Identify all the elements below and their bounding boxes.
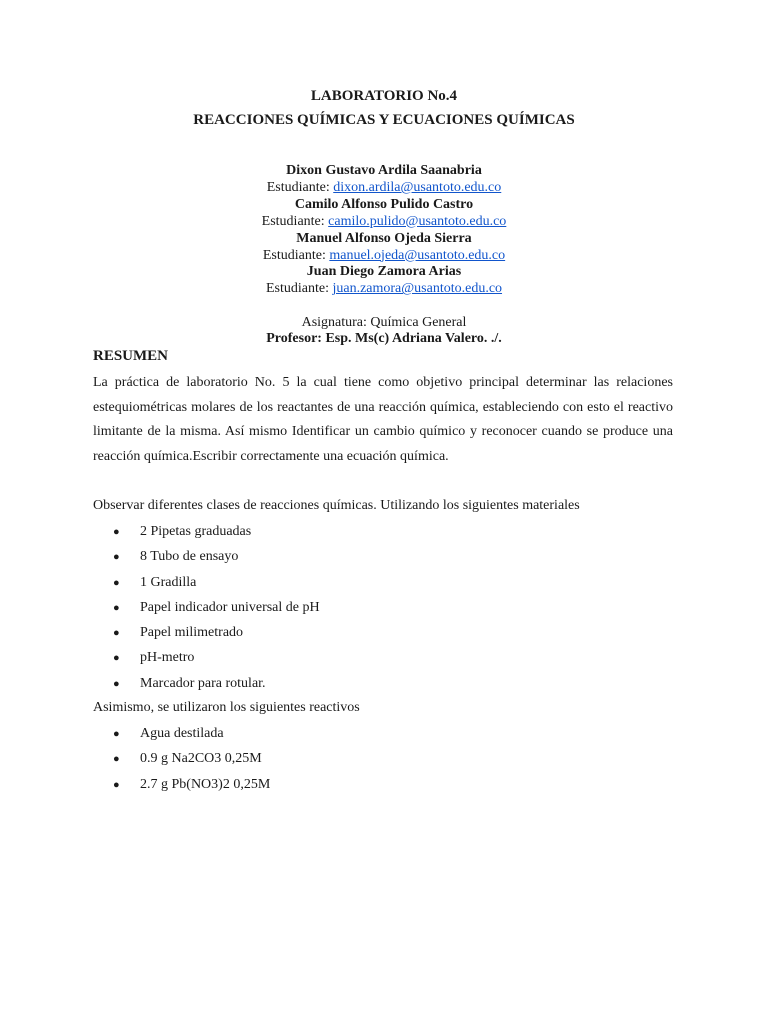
main-title: REACCIONES QUÍMICAS Y ECUACIONES QUÍMICAS [193, 112, 575, 128]
bullet-icon: ● [113, 778, 120, 791]
section-heading: RESUMEN [93, 348, 169, 364]
list-item [113, 746, 270, 771]
bullet-icon: ● [113, 627, 120, 640]
list-item-text: 8 Tubo de ensayo [140, 549, 239, 565]
reagents-list [113, 721, 270, 797]
list-item [113, 645, 320, 670]
list-item [113, 519, 320, 544]
bullet-icon: ● [113, 576, 120, 589]
author-name: Manuel Alfonso Ojeda Sierra [296, 230, 472, 246]
author-role: Estudiante: [266, 179, 330, 195]
list-item-text: Papel indicador universal de pH [140, 599, 320, 615]
list-item-text: Papel milimetrado [140, 625, 244, 641]
list-item [113, 772, 270, 797]
professor-line: Profesor: Esp. Ms(c) Adriana Valero. ./. [266, 331, 502, 346]
bullet-icon: ● [113, 551, 120, 564]
list-item-text: pH-metro [140, 650, 195, 666]
author-contact [0, 281, 768, 298]
authors-block [0, 163, 768, 298]
bullet-icon: ● [113, 677, 120, 690]
list-item [113, 620, 320, 645]
author-email-link[interactable]: juan.zamora@usantoto.edu.co [332, 281, 503, 297]
list-item-text: Agua destilada [140, 726, 224, 741]
bullet-icon: ● [113, 652, 120, 665]
list-item [113, 671, 320, 696]
list-item-text: 2 Pipetas graduadas [140, 524, 252, 539]
materials-intro: Observar diferentes clases de reacciones químicas. Utilizando los siguientes materiales [93, 498, 580, 513]
author-contact [0, 214, 768, 231]
list-item [113, 570, 320, 595]
bullet-icon: ● [113, 601, 120, 614]
reagents-intro: Asimismo, se utilizaron los siguientes reactivos [93, 700, 360, 715]
list-item-text: 1 Gradilla [140, 574, 197, 590]
list-item [113, 544, 320, 569]
author-email-link[interactable]: dixon.ardila@usantoto.edu.co [333, 179, 502, 195]
author-contact [0, 248, 768, 265]
list-item-text: 2.7 g Pb(NO3)2 0,25M [140, 776, 271, 792]
author-name: Juan Diego Zamora Arias [306, 264, 462, 280]
list-item [113, 595, 320, 620]
author-contact [0, 180, 768, 197]
lab-title: LABORATORIO No.4 [310, 88, 458, 104]
author-email-link[interactable]: manuel.ojeda@usantoto.edu.co [329, 247, 506, 263]
author-role: Estudiante: [265, 281, 329, 297]
bullet-icon: ● [113, 753, 120, 766]
author-name: Dixon Gustavo Ardila Saanabria [286, 163, 482, 178]
list-item-text: 0.9 g Na2CO3 0,25M [140, 751, 262, 767]
bullet-icon: ● [113, 728, 120, 740]
summary-paragraph: La práctica de laboratorio No. 5 la cual tiene como objetivo principal determinar las relaciones estequiométricas molares de los reactantes de una reacción química, estableciendo con esto el reactivo limitante de la misma. Así mismo Identificar un cambio químico y reconocer cuando se produce una reacción química.Escribir correctamente una ecuación química. [93, 375, 673, 464]
course-line: Asignatura: Química General [301, 315, 467, 330]
author-role: Estudiante: [261, 213, 325, 229]
materials-list [113, 519, 320, 696]
list-item-text: Marcador para rotular. [140, 675, 266, 691]
author-email-link[interactable]: camilo.pulido@usantoto.edu.co [328, 213, 507, 229]
author-name: Camilo Alfonso Pulido Castro [294, 196, 474, 212]
author-role: Estudiante: [262, 247, 326, 263]
bullet-icon: ● [113, 526, 120, 538]
subject-block [0, 315, 768, 347]
list-item [113, 721, 270, 746]
